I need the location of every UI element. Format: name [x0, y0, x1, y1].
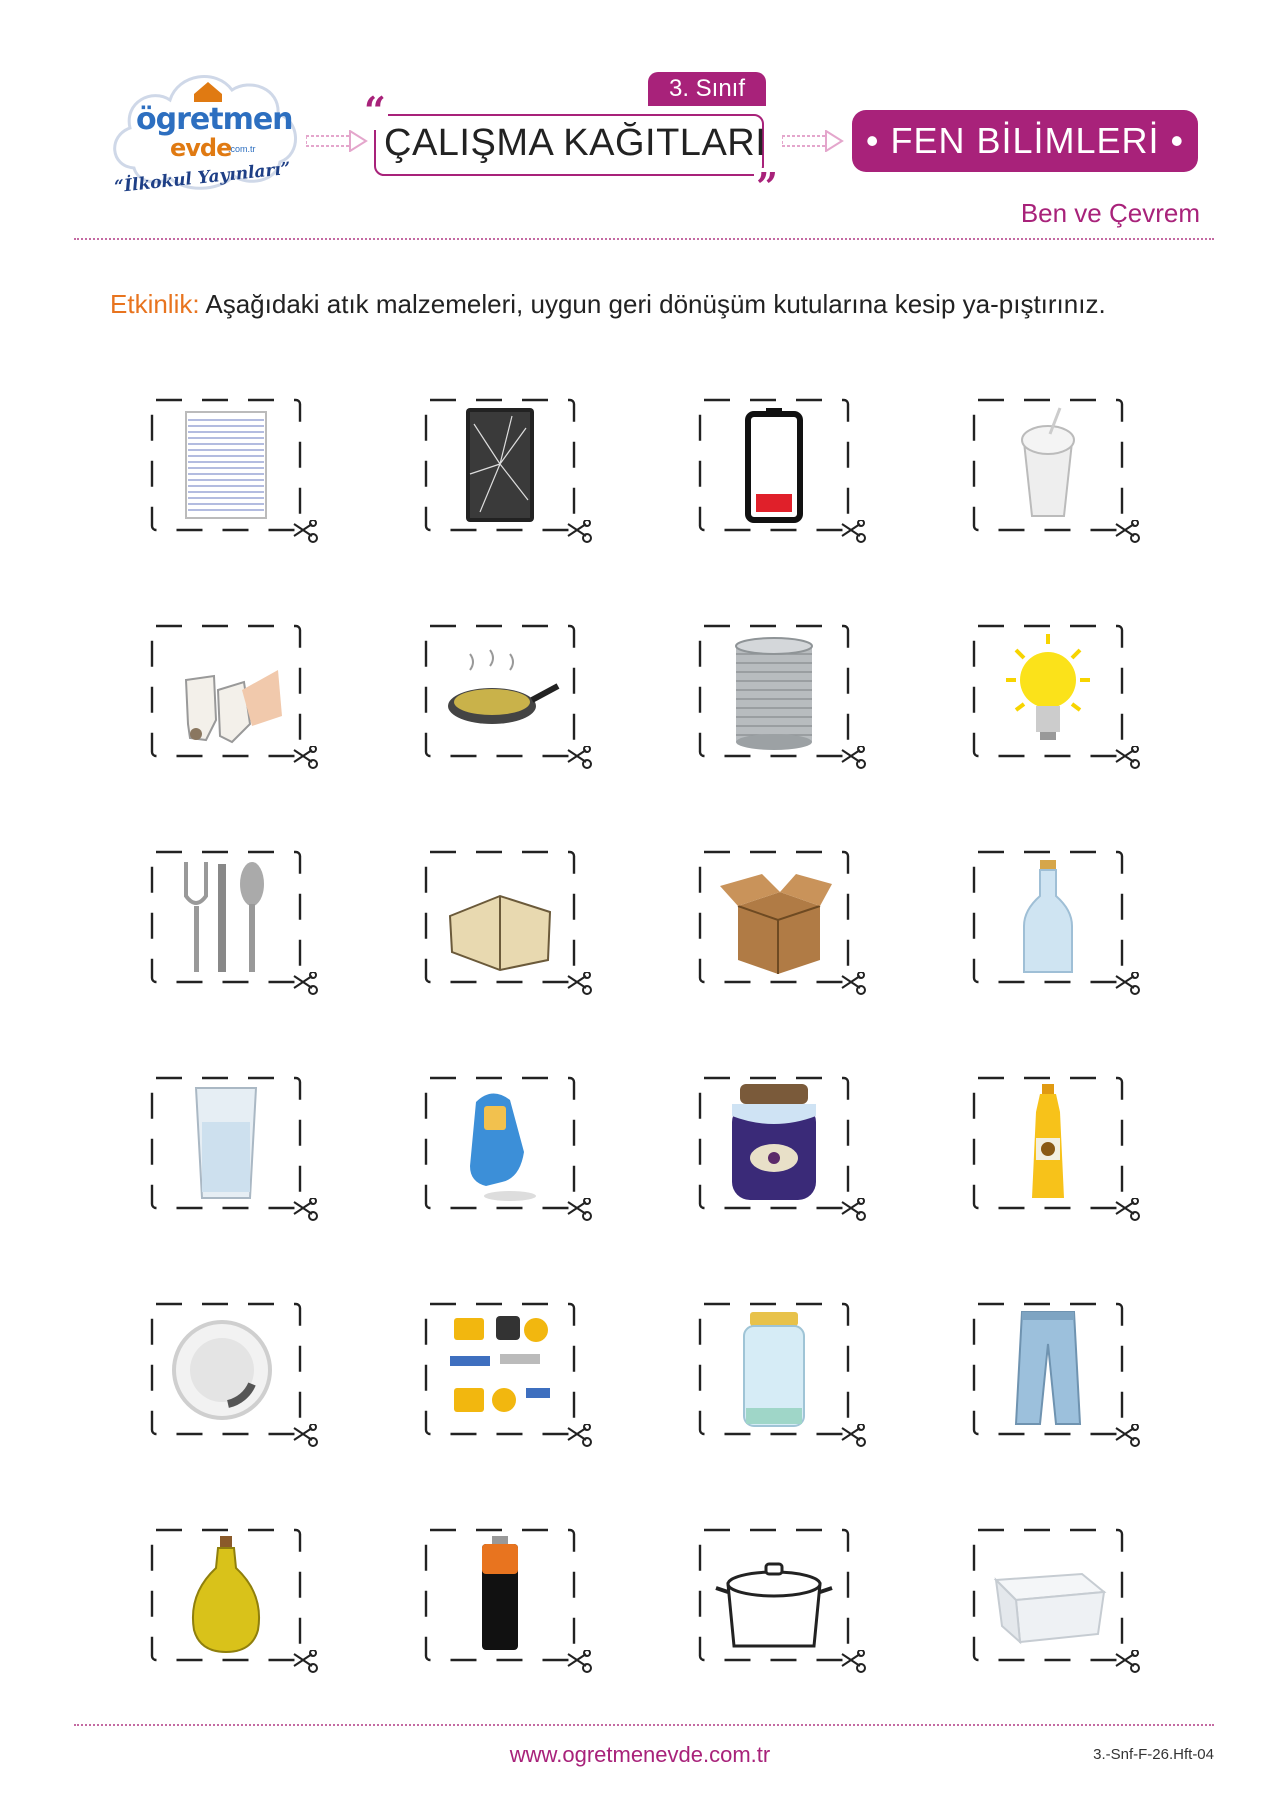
old-book-icon	[440, 856, 560, 978]
scissors-icon	[1114, 1424, 1140, 1450]
scissors-icon	[840, 520, 866, 546]
logo-brand-line1: ögretmen	[136, 102, 293, 137]
scissors-icon	[1114, 746, 1140, 772]
scissors-icon	[840, 972, 866, 998]
cutout-card[interactable]	[424, 1076, 576, 1210]
flip-phone-icon	[440, 1082, 560, 1204]
cutout-card[interactable]	[424, 1528, 576, 1662]
cutout-card[interactable]	[972, 398, 1124, 532]
scissors-icon	[840, 746, 866, 772]
oil-bottle-icon	[988, 1082, 1108, 1204]
tools-icon	[440, 1308, 560, 1430]
footer-divider	[74, 1724, 1214, 1726]
cardboard-box-icon	[714, 856, 834, 978]
low-battery-icon	[714, 404, 834, 526]
cutout-card[interactable]	[698, 850, 850, 984]
worksheet-title-box	[364, 75, 778, 209]
cutout-card[interactable]	[150, 1076, 302, 1210]
arrow-right-icon	[306, 130, 368, 152]
plastic-container-icon	[988, 1534, 1108, 1656]
activity-instruction	[110, 282, 1140, 326]
cutout-card[interactable]	[698, 1076, 850, 1210]
page-title: ÇALIŞMA KAĞITLARI	[384, 122, 767, 164]
cutout-card[interactable]	[698, 624, 850, 758]
cutout-card[interactable]	[424, 850, 576, 984]
cutout-card[interactable]	[424, 624, 576, 758]
subject-badge: • FEN BİLİMLERİ •	[852, 110, 1198, 172]
header-divider	[74, 238, 1214, 240]
scissors-icon	[840, 1424, 866, 1450]
scissors-icon	[566, 1650, 592, 1676]
logo-brand-line2: evde	[170, 134, 232, 162]
plastic-cup-icon	[988, 404, 1108, 526]
logo-domain: .com.tr	[228, 144, 256, 154]
scissors-icon	[1114, 520, 1140, 546]
scissors-icon	[292, 520, 318, 546]
scissors-icon	[1114, 972, 1140, 998]
grade-badge: 3. Sınıf	[648, 72, 766, 106]
logo-tagline: “İlkokul Yayınları”	[113, 158, 292, 198]
open-quote-icon: “	[364, 88, 386, 133]
plate-icon	[166, 1308, 286, 1430]
scissors-icon	[292, 1424, 318, 1450]
activity-label: Etkinlik:	[110, 289, 200, 319]
cutout-card[interactable]	[698, 398, 850, 532]
close-quote-icon: ”	[756, 164, 778, 209]
document-code: 3.-Snf-F-26.Hft-04	[1093, 1746, 1214, 1763]
scissors-icon	[292, 1650, 318, 1676]
jeans-icon	[988, 1308, 1108, 1430]
cutout-card[interactable]	[424, 1302, 576, 1436]
frying-pan-icon	[440, 630, 560, 752]
cutout-card[interactable]	[698, 1302, 850, 1436]
cutout-card[interactable]	[150, 850, 302, 984]
dirty-socks-icon	[166, 630, 286, 752]
scissors-icon	[292, 972, 318, 998]
activity-text: Aşağıdaki atık malzemeleri, uygun geri dönüşüm kutularına kesip ya-pıştırınız.	[199, 289, 1106, 319]
unit-title: Ben ve Çevrem	[1020, 198, 1200, 228]
glass-bottle-icon	[988, 856, 1108, 978]
jam-jar-icon	[714, 1082, 834, 1204]
cutout-card[interactable]	[150, 624, 302, 758]
cutout-card[interactable]	[972, 850, 1124, 984]
scissors-icon	[1114, 1650, 1140, 1676]
scissors-icon	[292, 746, 318, 772]
scissors-icon	[566, 1198, 592, 1224]
cutout-card[interactable]	[150, 1528, 302, 1662]
tin-can-icon	[714, 630, 834, 752]
light-bulb-icon	[988, 630, 1108, 752]
broken-tablet-icon	[440, 404, 560, 526]
cutout-card[interactable]	[972, 624, 1124, 758]
lined-paper-icon	[166, 404, 286, 526]
cutout-card[interactable]	[150, 1302, 302, 1436]
cooking-pot-icon	[714, 1534, 834, 1656]
cutout-card[interactable]	[150, 398, 302, 532]
scissors-icon	[566, 972, 592, 998]
scissors-icon	[840, 1650, 866, 1676]
cutout-card[interactable]	[424, 398, 576, 532]
cutout-card[interactable]	[972, 1076, 1124, 1210]
arrow-right-icon	[782, 130, 844, 152]
scissors-icon	[566, 520, 592, 546]
scissors-icon	[292, 1198, 318, 1224]
scissors-icon	[840, 1198, 866, 1224]
scissors-icon	[566, 1424, 592, 1450]
cutout-card[interactable]	[972, 1528, 1124, 1662]
cutlery-icon	[166, 856, 286, 978]
drinking-glass-icon	[166, 1082, 286, 1204]
glass-jar-icon	[714, 1308, 834, 1430]
cutout-card[interactable]	[698, 1528, 850, 1662]
aa-battery-icon	[440, 1534, 560, 1656]
scissors-icon	[1114, 1198, 1140, 1224]
publisher-logo	[104, 58, 302, 208]
footer-website[interactable]: www.ogretmenevde.com.tr	[509, 1742, 771, 1767]
olive-oil-bottle-icon	[166, 1534, 286, 1656]
cutout-card[interactable]	[972, 1302, 1124, 1436]
scissors-icon	[566, 746, 592, 772]
